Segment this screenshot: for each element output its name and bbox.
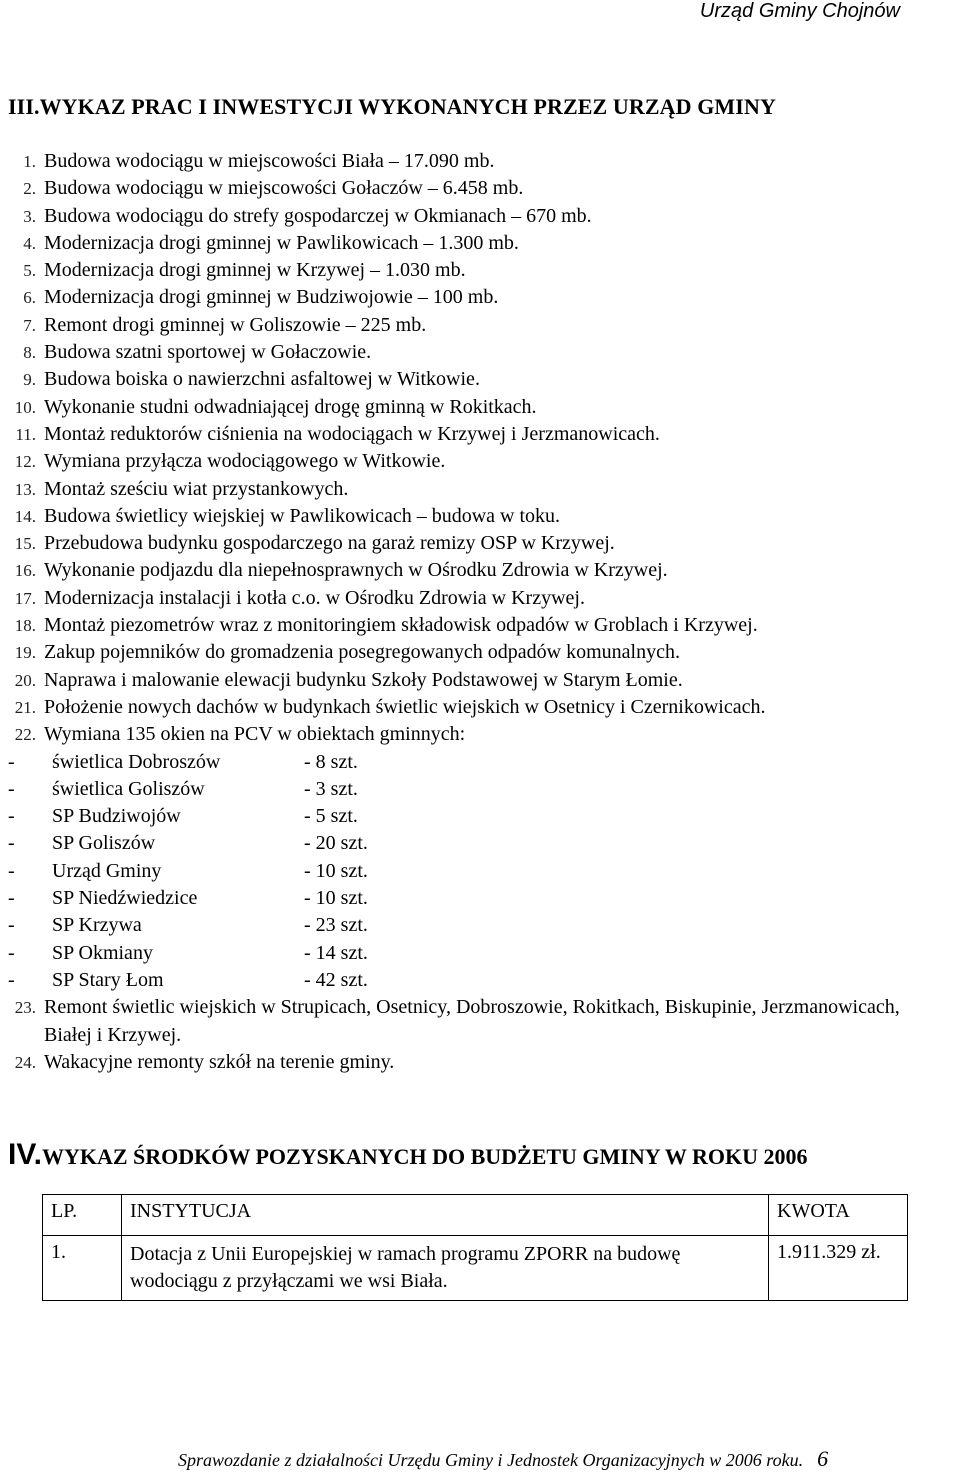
- item-number: 11.: [15, 424, 36, 444]
- footer-text: Sprawozdanie z działalności Urzędu Gminy i Jednostek Organizacyjnych w 2006 roku.: [178, 1450, 804, 1470]
- item-text: Montaż reduktorów ciśnienia na wodociągach w Krzywej i Jerzmanowicach.: [44, 422, 660, 445]
- item-text: Remont drogi gminnej w Goliszowie – 225 mb.: [44, 313, 427, 336]
- window-subitem: [0, 830, 930, 857]
- item-text: Położenie nowych dachów w budynkach świetlic wiejskich w Osetnicy i Czernikowicach.: [44, 695, 766, 718]
- table-header-row: [43, 1195, 908, 1236]
- item-text: Budowa wodociągu w miejscowości Biała – 17.090 mb.: [44, 150, 495, 172]
- header-organization: Urząd Gminy Chojnów: [699, 0, 900, 22]
- item-number: 14.: [14, 506, 36, 526]
- cell-amount: 1.911.329 zł.: [769, 1236, 908, 1301]
- window-subitem: [0, 885, 930, 912]
- window-subitem: [0, 858, 930, 885]
- list-item: [0, 503, 930, 530]
- item-text: Modernizacja drogi gminnej w Budziwojowie – 100 mb.: [44, 286, 499, 309]
- cell-institution: Dotacja z Unii Europejskiej w ramach programu ZPORR na budowę wodociągu z przyłączami we wsi Biała.: [122, 1236, 769, 1301]
- list-item: [0, 148, 930, 175]
- item-number: 16.: [14, 561, 36, 581]
- window-subitem: [0, 803, 930, 830]
- list-item: [0, 694, 930, 721]
- list-item: [0, 612, 930, 639]
- list-item: [0, 203, 930, 230]
- subitem-place: SP Krzywa: [52, 914, 142, 937]
- subitem-place: SP Goliszów: [52, 832, 156, 855]
- item-number: 1.: [23, 152, 36, 171]
- item-number: 20.: [14, 670, 36, 690]
- subitem-dash: -: [8, 941, 15, 964]
- subitem-place: Urząd Gminy: [52, 859, 162, 882]
- item-number: 8.: [23, 343, 36, 363]
- item-text: Wymiana 135 okien na PCV w obiektach gminnych:: [44, 723, 466, 746]
- item-text: Wakacyjne remonty szkół na terenie gminy.: [44, 1050, 395, 1073]
- list-item: [0, 394, 930, 421]
- item-text: Naprawa i malowanie elewacji budynku Szkoły Podstawowej w Starym Łomie.: [44, 668, 683, 691]
- subitem-quantity: - 23 szt.: [304, 914, 368, 937]
- item-number: 21.: [14, 697, 36, 717]
- cell-lp: 1.: [43, 1236, 122, 1301]
- subitem-quantity: - 5 szt.: [304, 805, 358, 828]
- list-item: [0, 284, 930, 311]
- subitem-dash: -: [8, 887, 15, 910]
- item-number: 2.: [23, 179, 36, 199]
- window-subitem: [0, 776, 930, 803]
- section-3-title: III.WYKAZ PRAC I INWESTYCJI WYKONANYCH PRZEZ URZĄD GMINY: [8, 94, 776, 119]
- item-text: Budowa świetlicy wiejskiej w Pawlikowicach – budowa w toku.: [44, 504, 561, 527]
- list-item: [0, 230, 930, 257]
- list-item: [0, 530, 930, 557]
- list-item: [0, 366, 930, 393]
- header-lp: LP.: [43, 1195, 122, 1236]
- grants-table: [42, 1194, 908, 1301]
- list-item: [0, 721, 930, 748]
- item-text: Modernizacja instalacji i kotła c.o. w Ośrodku Zdrowia w Krzywej.: [44, 586, 585, 609]
- section-4-title: WYKAZ ŚRODKÓW POZYSKANYCH DO BUDŻETU GMINY W ROKU 2006: [41, 1144, 808, 1169]
- list-item: [0, 257, 930, 284]
- item-text: Przebudowa budynku gospodarczego na garaż remizy OSP w Krzywej.: [44, 532, 615, 555]
- item-number: 10.: [14, 397, 36, 417]
- window-subitem: [0, 749, 930, 776]
- item-text: Modernizacja drogi gminnej w Pawlikowicach – 1.300 mb.: [44, 231, 519, 254]
- item-number: 12.: [14, 452, 36, 472]
- item-text: Montaż piezometrów wraz z monitoringiem składowisk odpadów w Groblach i Krzywej.: [44, 614, 758, 637]
- subitem-dash: -: [8, 914, 15, 937]
- subitem-dash: -: [8, 805, 15, 828]
- item-number: 4.: [23, 233, 36, 253]
- list-item: [0, 476, 930, 503]
- list-item: [0, 585, 930, 612]
- subitem-place: świetlica Dobroszów: [52, 750, 221, 773]
- subitem-place: SP Okmiany: [52, 941, 153, 964]
- item-number: 7.: [23, 315, 36, 335]
- subitem-place: SP Budziwojów: [52, 805, 181, 828]
- list-item: [0, 421, 930, 448]
- item-text: Montaż sześciu wiat przystankowych.: [44, 477, 349, 500]
- list-item: [0, 312, 930, 339]
- section-4-number: IV.: [8, 1138, 42, 1171]
- header-institution: INSTYTUCJA: [122, 1195, 769, 1236]
- subitem-quantity: - 42 szt.: [304, 968, 368, 991]
- item-text: Modernizacja drogi gminnej w Krzywej – 1.030 mb.: [44, 259, 466, 282]
- item-number: 15.: [14, 534, 36, 554]
- subitem-dash: -: [8, 859, 15, 882]
- item-text: Wymiana przyłącza wodociągowego w Witkowie.: [44, 450, 446, 473]
- item-text: Budowa wodociągu do strefy gospodarczej w Okmianach – 670 mb.: [44, 204, 592, 227]
- subitem-quantity: - 20 szt.: [304, 832, 368, 855]
- window-subitem: [0, 967, 930, 994]
- item-number: 18.: [14, 616, 36, 636]
- subitem-dash: -: [8, 832, 15, 855]
- item-text: Wykonanie studni odwadniającej drogę gminną w Rokitkach.: [44, 395, 537, 418]
- list-item: [0, 448, 930, 475]
- subitem-quantity: - 8 szt.: [304, 750, 358, 773]
- subitem-dash: -: [8, 777, 15, 800]
- subitem-place: SP Stary Łom: [52, 968, 164, 991]
- item-text: Remont świetlic wiejskich w Strupicach, Osetnicy, Dobroszowie, Rokitkach, Biskupinie, Jerzmanowicach, Białej i Krzywej.: [44, 996, 900, 1046]
- header-amount: KWOTA: [769, 1195, 908, 1236]
- subitem-dash: -: [8, 968, 15, 991]
- page-number: 6: [817, 1446, 829, 1471]
- list-item: [0, 339, 930, 366]
- table-row: [43, 1236, 908, 1301]
- section-4-heading: [8, 1138, 808, 1172]
- item-number: 22.: [14, 725, 36, 745]
- works-list: [0, 148, 930, 1076]
- subitem-quantity: - 3 szt.: [304, 777, 358, 800]
- item-text: Wykonanie podjazdu dla niepełnosprawnych w Ośrodku Zdrowia w Krzywej.: [44, 559, 668, 582]
- list-item: [0, 639, 930, 666]
- item-number: 3.: [23, 206, 36, 226]
- item-text: Budowa boiska o nawierzchni asfaltowej w Witkowie.: [44, 368, 480, 391]
- item-number: 17.: [14, 588, 36, 608]
- subitem-quantity: - 14 szt.: [304, 941, 368, 964]
- list-item: [0, 994, 930, 1049]
- list-item: [0, 667, 930, 694]
- item-number: 5.: [23, 261, 36, 281]
- item-number: 6.: [23, 288, 36, 308]
- page-footer: [178, 1446, 828, 1472]
- item-text: Budowa wodociągu w miejscowości Gołaczów – 6.458 mb.: [44, 177, 524, 200]
- item-number: 13.: [14, 479, 36, 499]
- item-text: Budowa szatni sportowej w Gołaczowie.: [44, 341, 372, 364]
- item-text: Zakup pojemników do gromadzenia posegregowanych odpadów komunalnych.: [44, 641, 680, 664]
- window-subitem: [0, 940, 930, 967]
- list-item: [0, 175, 930, 202]
- list-item: [0, 557, 930, 584]
- item-number: 19.: [14, 643, 36, 663]
- item-number: 23.: [14, 998, 36, 1018]
- subitem-quantity: - 10 szt.: [304, 887, 368, 910]
- item-number: 24.: [14, 1052, 36, 1072]
- subitem-quantity: - 10 szt.: [304, 859, 368, 882]
- list-item: [0, 1049, 930, 1076]
- subitem-place: świetlica Goliszów: [52, 777, 205, 800]
- item-number: 9.: [23, 370, 36, 390]
- subitem-dash: -: [8, 750, 15, 773]
- subitem-place: SP Niedźwiedzice: [52, 887, 198, 910]
- window-subitem: [0, 912, 930, 939]
